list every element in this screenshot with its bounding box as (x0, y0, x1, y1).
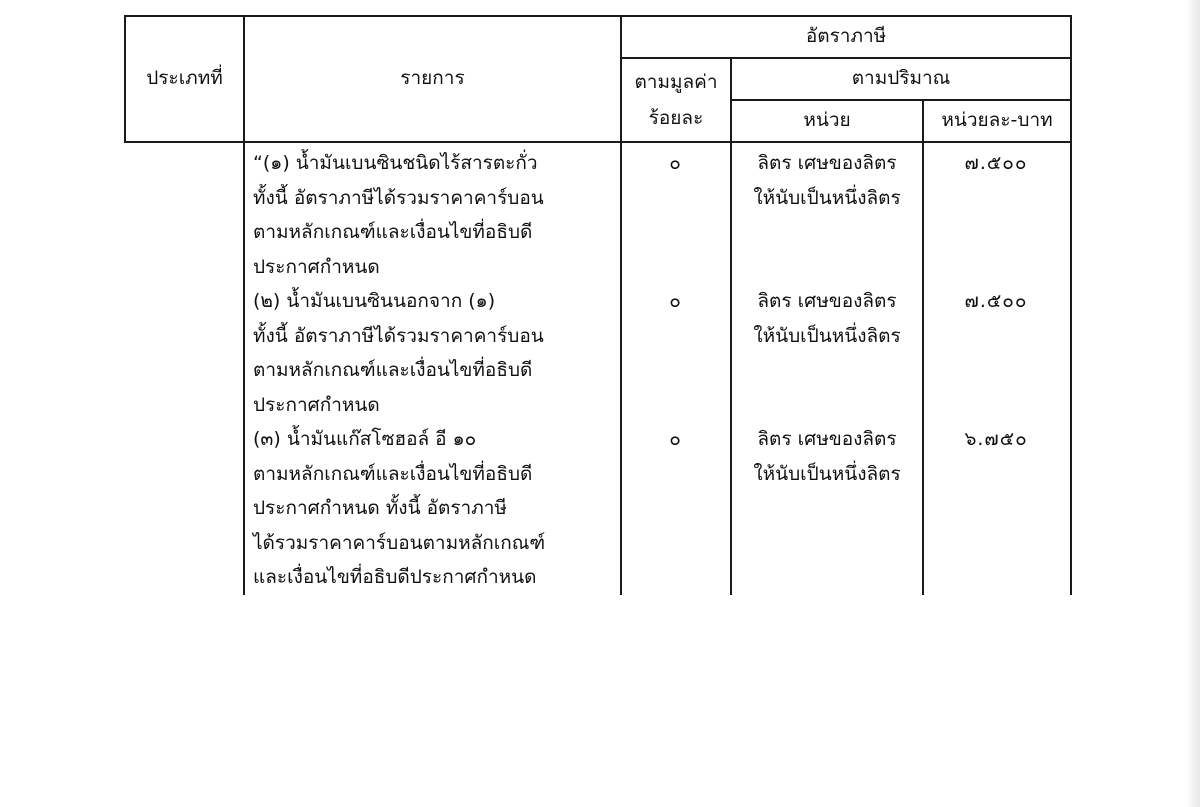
row-2-unit (732, 284, 922, 353)
row-3-line-3: ประกาศกำหนด ทั้งนี้ อัตราภาษี (253, 497, 507, 519)
header-by-quantity-label: ตามปริมาณ (851, 67, 951, 90)
header-tax-rate-label: อัตราภาษี (805, 25, 887, 48)
row-2-line-3: ตามหลักเกณฑ์และเงื่อนไขที่อธิบดี (253, 359, 533, 381)
row-2-line-1: (๒) น้ำมันเบนซินนอกจาก (๑) (253, 290, 496, 312)
row-1-unit-line-2: ให้นับเป็นหนึ่งลิตร (753, 186, 901, 209)
row-3-line-1: (๓) น้ำมันแก๊สโซฮอล์ อี ๑๐ (253, 428, 477, 450)
header-unit-label: หน่วย (803, 109, 851, 132)
row-1-line-2: ทั้งนี้ อัตราภาษีได้รวมราคาคาร์บอน (253, 186, 544, 209)
row-1-line-4: ประกาศกำหนด (253, 255, 380, 278)
table-right-border (1070, 15, 1072, 595)
row-2-value-rate: ๐ (669, 290, 681, 312)
row-3-unit-line-1: ลิตร เศษของลิตร (757, 428, 897, 450)
header-items-label: รายการ (400, 67, 465, 90)
row-2-line-2: ทั้งนี้ อัตราภาษีได้รวมราคาคาร์บอน (253, 324, 544, 347)
row-3-line-5: และเงื่อนไขที่อธิบดีประกาศกำหนด (253, 566, 537, 588)
row-2-unit-line-2: ให้นับเป็นหนึ่งลิตร (753, 324, 901, 347)
header-by-value-line1: ตามมูลค่า (634, 71, 718, 93)
header-category (126, 17, 243, 141)
header-per-unit (924, 101, 1070, 141)
header-by-quantity (732, 59, 1070, 99)
row-1-line-1: “(๑) น้ำมันเบนซินชนิดไร้สารตะกั่ว (253, 152, 538, 174)
table-row-2-description (253, 284, 544, 422)
header-per-unit-label: หน่วยละ-บาท (941, 109, 1053, 132)
header-category-label: ประเภทที่ (146, 67, 223, 90)
page-edge-shadow (1186, 0, 1200, 807)
header-by-value-line2: ร้อยละ (648, 107, 704, 129)
header-bottom-border (124, 141, 1072, 143)
table-row-1-description (253, 146, 544, 284)
table-row-3-description (253, 422, 545, 595)
row-3-value-rate: ๐ (669, 428, 681, 450)
row-3-per-unit: ๖.๗๕๐ (964, 428, 1028, 450)
row-2-per-unit: ๗.๕๐๐ (964, 290, 1028, 312)
row-1-per-unit: ๗.๕๐๐ (964, 152, 1028, 174)
row-1-unit-line-1: ลิตร เศษของลิตร (757, 152, 897, 174)
row-1-unit (732, 146, 922, 215)
row-2-line-4: ประกาศกำหนด (253, 393, 380, 416)
header-by-value (622, 59, 730, 141)
header-unit (732, 101, 922, 141)
row-1-line-3: ตามหลักเกณฑ์และเงื่อนไขที่อธิบดี (253, 221, 533, 243)
row-3-unit-line-2: ให้นับเป็นหนึ่งลิตร (753, 462, 901, 485)
row-3-unit (732, 422, 922, 491)
row-2-unit-line-1: ลิตร เศษของลิตร (757, 290, 897, 312)
header-tax-rate (622, 17, 1070, 57)
row-1-value-rate: ๐ (669, 152, 681, 174)
row-3-line-2: ตามหลักเกณฑ์และเงื่อนไขที่อธิบดี (253, 462, 533, 485)
header-items (245, 17, 620, 141)
row-3-line-4: ได้รวมราคาคาร์บอนตามหลักเกณฑ์ (253, 531, 546, 554)
